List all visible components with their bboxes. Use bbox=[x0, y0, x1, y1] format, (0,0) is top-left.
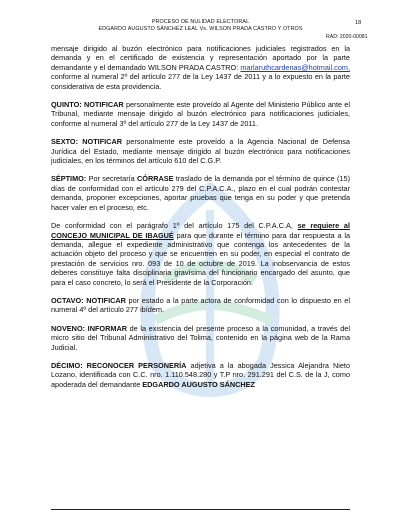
order-heading: SÉPTIMO: bbox=[51, 174, 87, 184]
underlined-requirement: se requiere al CONCEJO MUNICIPAL DE IBAGUÉ bbox=[51, 221, 350, 240]
order-heading: SEXTO: NOTIFICAR bbox=[51, 137, 122, 147]
footer-divider bbox=[51, 509, 350, 510]
paragraph-requirement: De conformidad con el parágrafo 1º del artículo 175 del C.P.A.C.A, se requiere al CONCEJO MUNICIPAL DE IBAGUÉ para que durante el término para dar respuesta a la demanda, allegue el expediente administrativo que contenga los antecedentes de la actuación objeto del proceso y que se encuentren en su poder, en especial el contrato de prestación de servicios nro. 093 de 10 de octubre de 2019. La inobservancia de estos deberes constituye falta disciplinaria gravísima del funcionario encargado del asunto, que para el caso concreto, lo será el Presidente de la Corporación. bbox=[51, 221, 351, 287]
email-link[interactable]: marlaruthcardenas@hotmail.com, bbox=[240, 62, 350, 72]
paragraph-quinto: QUINTO: NOTIFICAR personalmente este proveído al Agente del Ministerio Público ante el Tribunal, mediante mensaje dirigido al buzón electrónico para notificaciones judiciales, conforme al numeral 3º del artículo 277 de la Ley 1437 de 2011. bbox=[51, 100, 350, 128]
order-heading: NOVENO: INFORMAR bbox=[51, 323, 127, 333]
paragraph-sexto: SEXTO: NOTIFICAR personalmente este proveído a la Agencia Nacional de Defensa Jurídica del Estado, mediante mensaje dirigido al buzón electrónico para notificaciones judiciales, en los términos del artículo 610 del C.G.P. bbox=[51, 137, 350, 166]
order-heading: OCTAVO: NOTIFICAR bbox=[51, 295, 126, 305]
document-header bbox=[0, 19, 401, 33]
radicado-number: RAD: 2020-00081 bbox=[326, 34, 368, 40]
paragraph-noveno: NOVENO: INFORMAR de la existencia del presente proceso a la comunidad, a través del micro sitio del Tribunal Administrativo del Tolima, contenido en la página web de la Rama Judicial. bbox=[51, 323, 350, 352]
paragraph-notification-continuation: mensaje dirigido al buzón electrónico para notificaciones judiciales registrados en la demanda y en el certificado de existencia y representación aportado por la parte demandante y el demandado WILSON PRADA CASTRO: marlaruthcardenas@hotmail.com, conforme al numeral 2º del artículo 277 de la Ley 1437 de 2011 y a lo expuesto en la parte considerativa de esta providencia. bbox=[51, 44, 350, 91]
paragraph-decimo: DÉCIMO: RECONOCER PERSONERÍA adjetiva a la abogada Jessica Alejandra Nieto Lozano, identificada con C.C. nro. 1.110.548.280 y T.P nro. 291.291 del C.S. de la J, como apoderada del demandante EDGARDO AUGUSTO SÁNCHEZ bbox=[51, 360, 350, 389]
order-heading: QUINTO: NOTIFICAR bbox=[51, 100, 124, 110]
page-number: 18 bbox=[355, 20, 362, 26]
paragraph-septimo: SÉPTIMO: Por secretaría CÓRRASE traslado de la demanda por el término de quince (15) días de conformidad con el artículo 279 del C.P.A.C.A., plazo en el cual podrán contestar demanda, proponer excepciones, aportar pruebas que tenga en su poder y que pretenda hacer valer en el proceso, etc. bbox=[51, 174, 350, 212]
header-process-title: PROCESO DE NULIDAD ELECTORAL bbox=[151, 19, 250, 25]
paragraph-octavo: OCTAVO: NOTIFICAR por estado a la parte actora de conformidad con lo dispuesto en el numeral 4º del artículo 277 ibídem. bbox=[51, 295, 350, 315]
order-heading: DÉCIMO: RECONOCER PERSONERÍA bbox=[51, 360, 187, 370]
document-body bbox=[51, 44, 350, 398]
header-parties: EDGARDO AUGUSTO SÁNCHEZ LEAL Vs. WILSON PRADA CASTRO Y OTROS bbox=[98, 26, 303, 32]
